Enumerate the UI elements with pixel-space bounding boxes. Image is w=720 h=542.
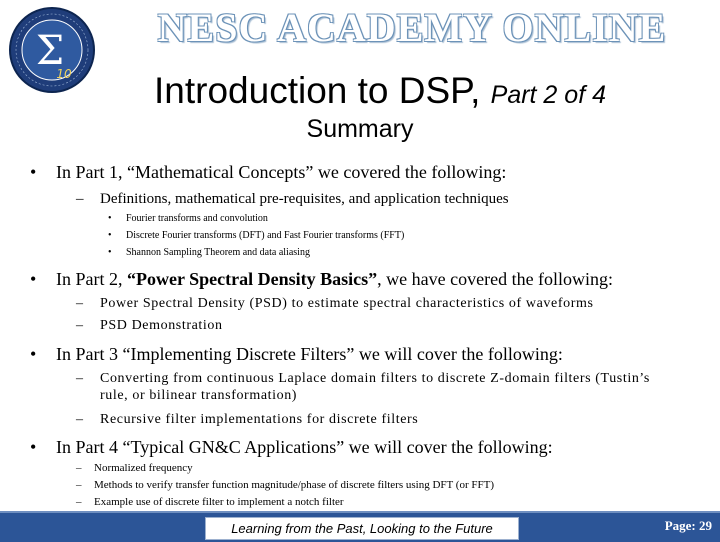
list-item-text: Converting from continuous Laplace domain filters to discrete Z-domain filters (Tustin’s xyxy=(100,371,650,386)
slide-subtitle: Summary xyxy=(306,115,414,143)
bullet-part3-text: In Part 3 “Implementing Discrete Filters” we will cover the following: xyxy=(56,344,563,364)
list-item-text: Shannon Sampling Theorem and data aliasing xyxy=(126,247,310,258)
dash-marker: – xyxy=(76,191,84,207)
academy-title: NESC ACADEMY ONLINE xyxy=(157,5,667,50)
list-item xyxy=(76,479,494,491)
dash-marker: – xyxy=(76,496,82,508)
dash-marker: – xyxy=(76,412,84,427)
bullet-part1-text: In Part 1, “Mathematical Concepts” we covered the following: xyxy=(56,162,507,182)
list-item-text: Example use of discrete filter to implement a notch filter xyxy=(94,496,344,508)
list-item-text: PSD Demonstration xyxy=(100,318,223,333)
bullet-marker: • xyxy=(30,269,37,289)
bullet-part2-suffix: , we have covered the following: xyxy=(377,269,614,289)
list-item xyxy=(76,496,344,508)
footer-bar xyxy=(0,511,720,542)
list-item-continuation: rule, or bilinear transformation) xyxy=(100,388,298,403)
dash-marker: – xyxy=(76,296,84,311)
list-item xyxy=(108,230,404,241)
list-item xyxy=(108,247,310,258)
bullet-marker: • xyxy=(30,162,37,182)
bullet-marker: • xyxy=(30,437,37,457)
list-item xyxy=(76,412,418,428)
dash-marker: – xyxy=(76,462,82,474)
bullet-part2-bold: “Power Spectral Density Basics” xyxy=(127,269,378,289)
list-item-text: Power Spectral Density (PSD) to estimate spectral characteristics of waveforms xyxy=(100,296,594,311)
list-item xyxy=(76,296,594,312)
title-main: Introduction to DSP, xyxy=(154,70,481,111)
dash-marker: – xyxy=(76,479,82,491)
title-part: Part 2 of 4 xyxy=(490,81,606,109)
list-item-text: Normalized frequency xyxy=(94,462,193,474)
list-item xyxy=(76,462,193,474)
bullet-part3 xyxy=(30,344,563,365)
list-item-text: Methods to verify transfer function magnitude/phase of discrete filters using DFT (or FFT) xyxy=(94,479,494,491)
dash-marker: – xyxy=(76,318,84,333)
footer-tagline: Learning from the Past, Looking to the Future xyxy=(205,517,519,540)
bullet-part4-text: In Part 4 “Typical GN&C Applications” we will cover the following: xyxy=(56,437,553,457)
bullet-marker: • xyxy=(108,213,112,224)
bullet-part4 xyxy=(30,437,553,458)
page-number: Page: 29 xyxy=(664,518,712,533)
bullet-part2 xyxy=(30,269,613,290)
bullet-marker: • xyxy=(30,344,37,364)
list-item-text: Discrete Fourier transforms (DFT) and Fast Fourier transforms (FFT) xyxy=(126,230,405,241)
list-item-text: Fourier transforms and convolution xyxy=(126,213,268,224)
bullet-part1-sub-text: Definitions, mathematical pre-requisites, and application techniques xyxy=(100,191,509,207)
list-item-text: Recursive filter implementations for discrete filters xyxy=(100,412,419,427)
dash-marker: – xyxy=(76,371,84,386)
logo-number: 10 xyxy=(56,67,72,81)
bullet-part1-sub xyxy=(76,191,509,208)
bullet-part1 xyxy=(30,162,506,183)
list-item xyxy=(76,371,650,387)
logo-sigma: Σ xyxy=(35,28,65,74)
bullet-marker: • xyxy=(108,230,112,241)
bullet-marker: • xyxy=(108,247,112,258)
bullet-part2-prefix: In Part 2, xyxy=(56,269,127,289)
page-title xyxy=(100,70,660,112)
nesc-logo xyxy=(8,6,96,94)
list-item xyxy=(108,213,268,224)
list-item xyxy=(76,318,223,334)
